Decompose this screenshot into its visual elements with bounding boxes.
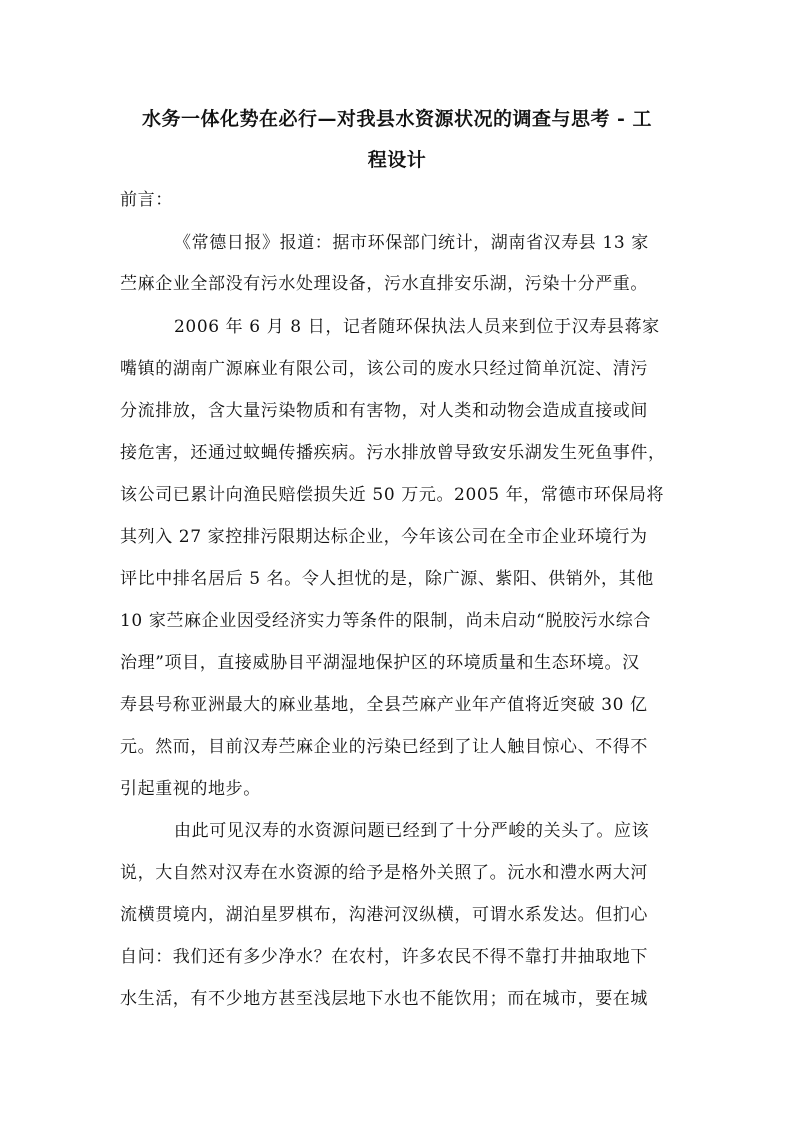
paragraph-line: 由此可见汉寿的水资源问题已经到了十分严峻的关头了。应该 [174,821,650,841]
paragraph-line: 分流排放，含大量污染物质和有害物，对人类和动物会造成直接或间 [120,401,648,421]
paragraph-line: 苎麻企业全部没有污水处理设备，污水直排安乐湖，污染十分严重。 [120,274,648,294]
paragraph-line: 寿县号称亚洲最大的麻业基地，全县苎麻产业年产值将近突破 30 亿 [120,695,648,715]
paragraph-line: 嘴镇的湖南广源麻业有限公司，该公司的废水只经过简单沉淀、清污 [120,359,648,379]
document-title-line-1: 水务一体化势在必行—对我县水资源状况的调查与思考 - 工 [141,108,653,130]
preface-label: 前言： [120,190,173,210]
document-title-line-2: 程设计 [367,149,427,171]
paragraph-line: 治理”项目，直接威胁目平湖湿地保护区的环境质量和生态环境。汉 [120,653,640,673]
paragraph-line: 引起重视的地步。 [120,779,261,799]
paragraph-line: 元。然而，目前汉寿苎麻企业的污染已经到了让人触目惊心、不得不 [120,737,648,757]
paragraph-line: 流横贯境内，湖泊星罗棋布，沟港河汊纵横，可谓水系发达。但扪心 [120,905,648,925]
paragraph-line: 评比中排名居后 5 名。令人担忧的是，除广源、紫阳、供销外，其他 [120,569,654,589]
paragraph-line: 水生活，有不少地方甚至浅层地下水也不能饮用；而在城市，要在城 [120,989,648,1009]
paragraph-line: 《常德日报》报道：据市环保部门统计，湖南省汉寿县 13 家 [174,233,649,253]
paragraph-line: 说，大自然对汉寿在水资源的给予是格外关照了。沅水和澧水两大河 [120,863,648,883]
paragraph-line: 其列入 27 家控排污限期达标企业，今年该公司在全市企业环境行为 [120,527,648,547]
paragraph-line: 接危害，还通过蚊蝇传播疾病。污水排放曾导致安乐湖发生死鱼事件， [120,443,666,463]
paragraph-line: 10 家苎麻企业因受经济实力等条件的限制，尚未启动“脱胶污水综合 [120,611,651,631]
paragraph-line: 2006 年 6 月 8 日，记者随环保执法人员来到位于汉寿县蒋家 [174,317,660,337]
paragraph-line: 该公司已累计向渔民赔偿损失近 50 万元。2005 年，常德市环保局将 [120,485,665,505]
paragraph-line: 自问：我们还有多少净水？在农村，许多农民不得不靠打井抽取地下 [120,947,648,967]
